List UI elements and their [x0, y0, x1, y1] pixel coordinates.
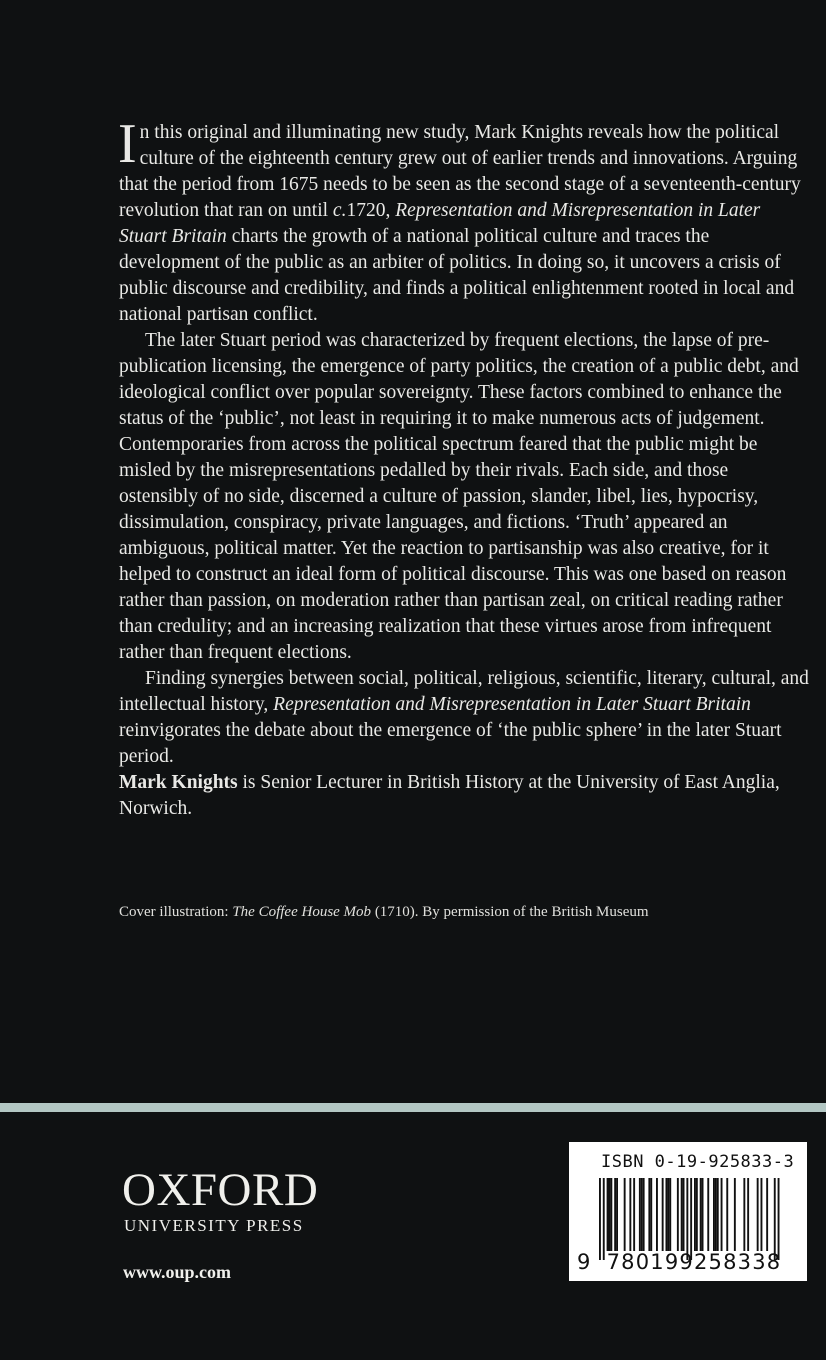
barcode-bar — [639, 1178, 641, 1251]
barcode-bar — [694, 1178, 696, 1251]
barcode-bar — [609, 1178, 611, 1251]
blurb-paragraph-2: The later Stuart period was characterized by frequent elections, the lapse of pre-publication licensing, the emergence of party politics, the creation of a public debt, and ideological conflict over popular sovereignty. These factors combined to enhance the status of the ‘public’, not least in requiring it to make numerous acts of judgement. Contemporaries from across the political spectrum feared that the public might be misled by the misrepresentations pedalled by their rivals. Each side, and those ostensibly of no side, discerned a culture of passion, slander, libel, lies, hypocrisy, dissimulation, conspiracy, private languages, and fictions. ‘Truth’ appeared an ambiguous, political matter. Yet the reaction to partisanship was also creative, for it helped to construct an ideal form of political discourse. This was one based on reason rather than passion, on moderation rather than partisan zeal, on critical reading rather than credulity; and an increasing realization that these virtues arose from infrequent rather than frequent elections. — [119, 330, 799, 663]
publisher-url[interactable]: www.oup.com — [123, 1262, 232, 1282]
barcode-bar — [696, 1178, 698, 1251]
book-title: Representation and Misrepresentation in Later Stuart Britain — [273, 694, 751, 715]
barcode-bar — [616, 1178, 618, 1251]
barcode-bar — [610, 1178, 612, 1251]
barcode-bar — [681, 1178, 683, 1251]
barcode-bar — [726, 1178, 728, 1251]
barcode-bar — [643, 1178, 645, 1251]
blurb-paragraph-3: Finding synergies between social, political, religious, scientific, literary, cultural, and intellectual history, Representation and Misrepresentation in Later Stuart Britain reinvigorates the debate about the emergence of ‘the public sphere’ in the later Stuart period. — [119, 668, 809, 767]
barcode-bar — [648, 1178, 650, 1251]
barcode-bar — [778, 1178, 780, 1260]
barcode-bar — [669, 1178, 671, 1251]
author-name: Mark Knights — [119, 772, 238, 793]
barcode-bar — [713, 1178, 715, 1251]
barcode-bar — [700, 1178, 702, 1251]
barcode-bar — [662, 1178, 664, 1251]
barcode-bar — [734, 1178, 736, 1251]
barcode-bar — [656, 1178, 658, 1251]
barcode-bar — [683, 1178, 685, 1251]
barcode-bar — [721, 1178, 723, 1251]
barcode-bar — [650, 1178, 652, 1251]
cover-illustration-credit: Cover illustration: The Coffee House Mob (1710). By permission of the British Museum — [119, 904, 649, 920]
barcode-bar — [599, 1178, 601, 1260]
barcode-bar — [715, 1178, 717, 1251]
barcode-bar — [766, 1178, 768, 1251]
publisher-subname: UNIVERSITY PRESS — [124, 1216, 304, 1235]
barcode-bar — [666, 1178, 668, 1251]
barcode-bar — [761, 1178, 763, 1251]
barcode-bar — [743, 1178, 745, 1251]
publisher-logo: OXFORD — [122, 1164, 319, 1216]
barcode-bar — [603, 1178, 605, 1260]
barcode-bar — [633, 1178, 635, 1251]
barcode-bar — [757, 1178, 759, 1251]
author-bio: Mark Knights is Senior Lecturer in British History at the University of East Anglia, Norwich. — [119, 772, 780, 819]
drop-cap: I — [118, 113, 137, 175]
barcode-bars — [569, 1142, 807, 1281]
back-cover-blurb — [118, 113, 809, 822]
barcode-bar — [614, 1178, 616, 1251]
book-title: Representation and Misrepresentation in Later Stuart Britain — [119, 200, 761, 247]
barcode-bar — [747, 1178, 749, 1251]
illustration-title: The Coffee House Mob — [232, 904, 372, 920]
barcode-bar — [677, 1178, 679, 1251]
barcode-digits: 258338 — [694, 1250, 782, 1274]
isbn-label: ISBN 0-19-925833-3 — [601, 1152, 795, 1172]
barcode-bar — [629, 1178, 631, 1251]
barcode-digits: 780199 — [606, 1250, 694, 1274]
barcode-bar — [686, 1178, 688, 1260]
barcode-bar — [641, 1178, 643, 1251]
barcode-bar — [702, 1178, 704, 1251]
barcode-bar — [707, 1178, 709, 1251]
barcode-bar — [607, 1178, 609, 1251]
barcode-bar — [774, 1178, 776, 1260]
barcode-bar — [667, 1178, 669, 1251]
barcode — [569, 1142, 807, 1281]
barcode-digits: 9 — [577, 1250, 592, 1274]
blurb-paragraph-1: In this original and illuminating new study, Mark Knights reveals how the political culture of the eighteenth century grew out of earlier trends and innovations. Arguing that the period from 1675 needs to be seen as the second stage of a seventeenth-century revolution that ran on until c.1720, Representation and Misrepresentation in Later Stuart Britain charts the growth of a national political culture and traces the development of the public as an arbiter of politics. In doing so, it uncovers a crisis of public discourse and credibility, and finds a political enlightenment rooted in local and national partisan conflict. — [118, 113, 801, 325]
divider-band — [0, 1103, 826, 1112]
barcode-bar — [690, 1178, 692, 1260]
barcode-bar — [624, 1178, 626, 1251]
barcode-bar — [717, 1178, 719, 1251]
